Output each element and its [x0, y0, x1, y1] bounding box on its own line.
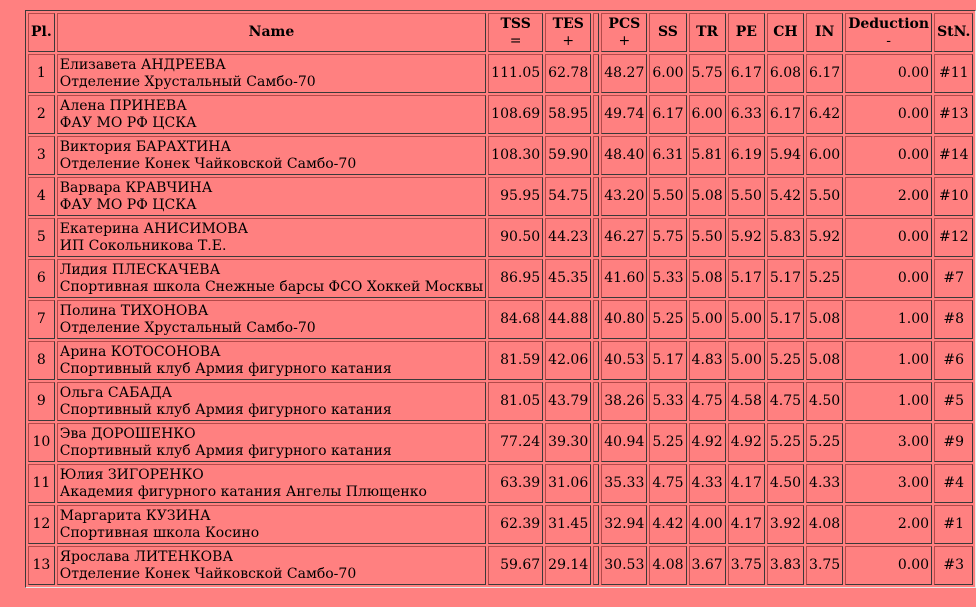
ss-cell: 4.08 [649, 546, 686, 585]
skater-cell [57, 546, 486, 585]
place-cell: 11 [28, 464, 55, 503]
pe-cell: 6.19 [728, 136, 765, 175]
pe-cell: 5.50 [728, 177, 765, 216]
header-place [28, 13, 55, 52]
start-number-cell: #10 [934, 177, 973, 216]
skater-cell [57, 382, 486, 421]
tss-cell: 81.59 [488, 341, 543, 380]
tr-cell: 6.00 [689, 95, 726, 134]
ss-cell: 5.25 [649, 423, 686, 462]
header-gap [593, 13, 599, 52]
tr-cell: 5.75 [689, 54, 726, 93]
skater-name: Ольга САБАДА [59, 384, 173, 401]
start-number-cell: #9 [934, 423, 973, 462]
skater-club: ФАУ МО РФ ЦСКА [59, 196, 197, 213]
skater-name: Арина КОТОСОНОВА [59, 343, 221, 360]
table-row [28, 95, 973, 134]
gap-cell [593, 546, 599, 585]
header-pcs [601, 13, 647, 52]
start-number-cell: #1 [934, 505, 973, 544]
table-row [28, 259, 973, 298]
skater-cell [57, 505, 486, 544]
skater-club: Отделение Хрустальный Самбо-70 [59, 319, 316, 336]
pcs-cell: 40.80 [601, 300, 647, 339]
pcs-cell: 46.27 [601, 218, 647, 257]
skater-cell [57, 218, 486, 257]
start-number-cell: #11 [934, 54, 973, 93]
pcs-cell: 40.94 [601, 423, 647, 462]
start-number-cell: #8 [934, 300, 973, 339]
pe-cell: 5.17 [728, 259, 765, 298]
table-row [28, 423, 973, 462]
tes-cell: 45.35 [545, 259, 591, 298]
tes-cell: 44.88 [545, 300, 591, 339]
gap-cell [593, 382, 599, 421]
in-cell: 5.50 [806, 177, 843, 216]
pe-cell: 3.75 [728, 546, 765, 585]
header-deduction [845, 13, 932, 52]
tr-cell: 5.00 [689, 300, 726, 339]
skater-cell [57, 464, 486, 503]
pe-cell: 4.17 [728, 505, 765, 544]
ss-cell: 5.33 [649, 382, 686, 421]
gap-cell [593, 218, 599, 257]
ch-cell: 5.17 [767, 259, 804, 298]
tes-cell: 31.45 [545, 505, 591, 544]
pcs-cell: 43.20 [601, 177, 647, 216]
header-tes-sub: + [562, 32, 575, 49]
pcs-cell: 48.40 [601, 136, 647, 175]
place-cell: 4 [28, 177, 55, 216]
tss-cell: 81.05 [488, 382, 543, 421]
ss-cell: 5.33 [649, 259, 686, 298]
results-table [25, 10, 976, 588]
ch-cell: 4.50 [767, 464, 804, 503]
place-cell: 8 [28, 341, 55, 380]
skater-name: Алена ПРИНЕВА [59, 97, 187, 114]
skater-name: Ярослава ЛИТЕНКОВА [59, 548, 234, 565]
header-deduction-label: Deduction [848, 15, 930, 32]
in-cell: 6.17 [806, 54, 843, 93]
skater-cell [57, 341, 486, 380]
deduction-cell: 0.00 [845, 136, 932, 175]
tr-cell: 5.50 [689, 218, 726, 257]
pcs-cell: 32.94 [601, 505, 647, 544]
skater-club: Отделение Конек Чайковской Самбо-70 [59, 565, 357, 582]
deduction-cell: 3.00 [845, 464, 932, 503]
header-start-number [934, 13, 973, 52]
gap-cell [593, 95, 599, 134]
tes-cell: 42.06 [545, 341, 591, 380]
table-row [28, 546, 973, 585]
pcs-cell: 38.26 [601, 382, 647, 421]
tes-cell: 54.75 [545, 177, 591, 216]
gap-cell [593, 423, 599, 462]
pe-cell: 5.92 [728, 218, 765, 257]
gap-cell [593, 300, 599, 339]
skater-club: ФАУ МО РФ ЦСКА [59, 114, 197, 131]
start-number-cell: #13 [934, 95, 973, 134]
header-deduction-sub: - [886, 32, 891, 49]
table-row [28, 382, 973, 421]
skater-cell [57, 54, 486, 93]
skater-cell [57, 136, 486, 175]
pe-cell: 5.00 [728, 341, 765, 380]
header-name-label: Name [248, 24, 295, 40]
skater-club: Академия фигурного катания Ангелы Плющенко [59, 483, 427, 500]
tss-cell: 84.68 [488, 300, 543, 339]
ss-cell: 4.75 [649, 464, 686, 503]
header-pe-label: PE [735, 24, 757, 40]
pcs-cell: 35.33 [601, 464, 647, 503]
header-tr [689, 13, 726, 52]
gap-cell [593, 505, 599, 544]
skater-name: Маргарита КУЗИНА [59, 507, 211, 524]
tss-cell: 62.39 [488, 505, 543, 544]
table-row [28, 505, 973, 544]
gap-cell [593, 136, 599, 175]
place-cell: 2 [28, 95, 55, 134]
skater-name: Эва ДОРОШЕНКО [59, 425, 196, 442]
ss-cell: 6.31 [649, 136, 686, 175]
ss-cell: 5.25 [649, 300, 686, 339]
tss-cell: 108.69 [488, 95, 543, 134]
pcs-cell: 41.60 [601, 259, 647, 298]
header-pcs-sub: + [618, 32, 631, 49]
place-cell: 3 [28, 136, 55, 175]
ch-cell: 6.17 [767, 95, 804, 134]
tes-cell: 29.14 [545, 546, 591, 585]
table-body [28, 54, 973, 585]
skater-club: Отделение Конек Чайковской Самбо-70 [59, 155, 357, 172]
tss-cell: 108.30 [488, 136, 543, 175]
skater-club: Спортивный клуб Армия фигурного катания [59, 401, 392, 418]
table-row [28, 177, 973, 216]
tr-cell: 5.08 [689, 259, 726, 298]
header-name [57, 13, 486, 52]
place-cell: 7 [28, 300, 55, 339]
deduction-cell: 1.00 [845, 341, 932, 380]
tss-cell: 86.95 [488, 259, 543, 298]
tes-cell: 62.78 [545, 54, 591, 93]
ch-cell: 4.75 [767, 382, 804, 421]
skater-club: Спортивный клуб Армия фигурного катания [59, 360, 392, 377]
gap-cell [593, 341, 599, 380]
pe-cell: 4.92 [728, 423, 765, 462]
start-number-cell: #4 [934, 464, 973, 503]
pe-cell: 6.17 [728, 54, 765, 93]
start-number-cell: #3 [934, 546, 973, 585]
deduction-cell: 1.00 [845, 382, 932, 421]
tss-cell: 111.05 [488, 54, 543, 93]
skater-name: Полина ТИХОНОВА [59, 302, 209, 319]
ss-cell: 4.42 [649, 505, 686, 544]
skater-cell [57, 300, 486, 339]
table-row [28, 341, 973, 380]
ch-cell: 5.25 [767, 423, 804, 462]
pe-cell: 4.17 [728, 464, 765, 503]
tes-cell: 43.79 [545, 382, 591, 421]
header-tes [545, 13, 591, 52]
ch-cell: 5.94 [767, 136, 804, 175]
start-number-cell: #5 [934, 382, 973, 421]
skater-cell [57, 259, 486, 298]
header-in [806, 13, 843, 52]
place-cell: 10 [28, 423, 55, 462]
header-ss [649, 13, 686, 52]
tes-cell: 58.95 [545, 95, 591, 134]
in-cell: 4.08 [806, 505, 843, 544]
ch-cell: 5.83 [767, 218, 804, 257]
skater-name: Лидия ПЛЕСКАЧЕВА [59, 261, 221, 278]
header-pe [728, 13, 765, 52]
deduction-cell: 0.00 [845, 546, 932, 585]
tss-cell: 63.39 [488, 464, 543, 503]
tr-cell: 4.83 [689, 341, 726, 380]
start-number-cell: #12 [934, 218, 973, 257]
header-ch-label: CH [773, 24, 798, 40]
gap-cell [593, 54, 599, 93]
table-row [28, 464, 973, 503]
deduction-cell: 1.00 [845, 300, 932, 339]
pcs-cell: 49.74 [601, 95, 647, 134]
deduction-cell: 0.00 [845, 259, 932, 298]
place-cell: 12 [28, 505, 55, 544]
deduction-cell: 2.00 [845, 177, 932, 216]
in-cell: 4.50 [806, 382, 843, 421]
tr-cell: 4.75 [689, 382, 726, 421]
header-tss-label: TSS [500, 15, 531, 32]
table-header [28, 13, 973, 52]
skater-club: Спортивная школа Косино [59, 524, 260, 541]
ch-cell: 5.17 [767, 300, 804, 339]
tr-cell: 4.33 [689, 464, 726, 503]
tes-cell: 44.23 [545, 218, 591, 257]
in-cell: 5.92 [806, 218, 843, 257]
skater-name: Елизавета АНДРЕЕВА [59, 56, 226, 73]
header-tes-label: TES [552, 15, 584, 32]
tr-cell: 3.67 [689, 546, 726, 585]
deduction-cell: 0.00 [845, 218, 932, 257]
gap-cell [593, 259, 599, 298]
ss-cell: 6.00 [649, 54, 686, 93]
deduction-cell: 0.00 [845, 95, 932, 134]
skater-club: Отделение Хрустальный Самбо-70 [59, 73, 316, 90]
pe-cell: 6.33 [728, 95, 765, 134]
table-row [28, 300, 973, 339]
header-pcs-label: PCS [608, 15, 641, 32]
in-cell: 5.08 [806, 300, 843, 339]
table-row [28, 54, 973, 93]
table-row [28, 136, 973, 175]
ch-cell: 6.08 [767, 54, 804, 93]
ss-cell: 5.50 [649, 177, 686, 216]
skater-club: Спортивная школа Снежные барсы ФСО Хоккей Москвы [59, 278, 484, 295]
tr-cell: 4.00 [689, 505, 726, 544]
skater-cell [57, 95, 486, 134]
in-cell: 4.33 [806, 464, 843, 503]
start-number-cell: #14 [934, 136, 973, 175]
place-cell: 6 [28, 259, 55, 298]
tes-cell: 39.30 [545, 423, 591, 462]
tss-cell: 59.67 [488, 546, 543, 585]
tss-cell: 77.24 [488, 423, 543, 462]
header-tr-label: TR [696, 24, 719, 40]
skater-cell [57, 423, 486, 462]
place-cell: 5 [28, 218, 55, 257]
tr-cell: 4.92 [689, 423, 726, 462]
pcs-cell: 30.53 [601, 546, 647, 585]
gap-cell [593, 177, 599, 216]
table-row [28, 218, 973, 257]
skater-club: ИП Сокольникова Т.Е. [59, 237, 227, 254]
start-number-cell: #6 [934, 341, 973, 380]
skater-club: Спортивный клуб Армия фигурного катания [59, 442, 392, 459]
place-cell: 13 [28, 546, 55, 585]
in-cell: 6.00 [806, 136, 843, 175]
in-cell: 6.42 [806, 95, 843, 134]
header-in-label: IN [814, 24, 835, 40]
header-ss-label: SS [657, 24, 678, 40]
place-cell: 9 [28, 382, 55, 421]
ss-cell: 6.17 [649, 95, 686, 134]
skater-name: Юлия ЗИГОРЕНКО [59, 466, 204, 483]
skater-cell [57, 177, 486, 216]
tr-cell: 5.08 [689, 177, 726, 216]
pcs-cell: 48.27 [601, 54, 647, 93]
header-place-label: Pl. [31, 24, 52, 40]
skater-name: Екатерина АНИСИМОВА [59, 220, 249, 237]
in-cell: 5.08 [806, 341, 843, 380]
header-start-number-label: StN. [937, 24, 971, 40]
ss-cell: 5.75 [649, 218, 686, 257]
tes-cell: 31.06 [545, 464, 591, 503]
tes-cell: 59.90 [545, 136, 591, 175]
start-number-cell: #7 [934, 259, 973, 298]
ch-cell: 3.83 [767, 546, 804, 585]
deduction-cell: 0.00 [845, 54, 932, 93]
gap-cell [593, 464, 599, 503]
skater-name: Варвара КРАВЧИНА [59, 179, 213, 196]
place-cell: 1 [28, 54, 55, 93]
skater-name: Виктория БАРАХТИНА [59, 138, 232, 155]
header-ch [767, 13, 804, 52]
tr-cell: 5.81 [689, 136, 726, 175]
tss-cell: 95.95 [488, 177, 543, 216]
pe-cell: 5.00 [728, 300, 765, 339]
in-cell: 3.75 [806, 546, 843, 585]
deduction-cell: 2.00 [845, 505, 932, 544]
header-tss [488, 13, 543, 52]
deduction-cell: 3.00 [845, 423, 932, 462]
pe-cell: 4.58 [728, 382, 765, 421]
in-cell: 5.25 [806, 423, 843, 462]
pcs-cell: 40.53 [601, 341, 647, 380]
ch-cell: 5.42 [767, 177, 804, 216]
header-row [28, 13, 973, 52]
tss-cell: 90.50 [488, 218, 543, 257]
header-tss-sub: = [509, 32, 522, 49]
ch-cell: 3.92 [767, 505, 804, 544]
ss-cell: 5.17 [649, 341, 686, 380]
ch-cell: 5.25 [767, 341, 804, 380]
in-cell: 5.25 [806, 259, 843, 298]
